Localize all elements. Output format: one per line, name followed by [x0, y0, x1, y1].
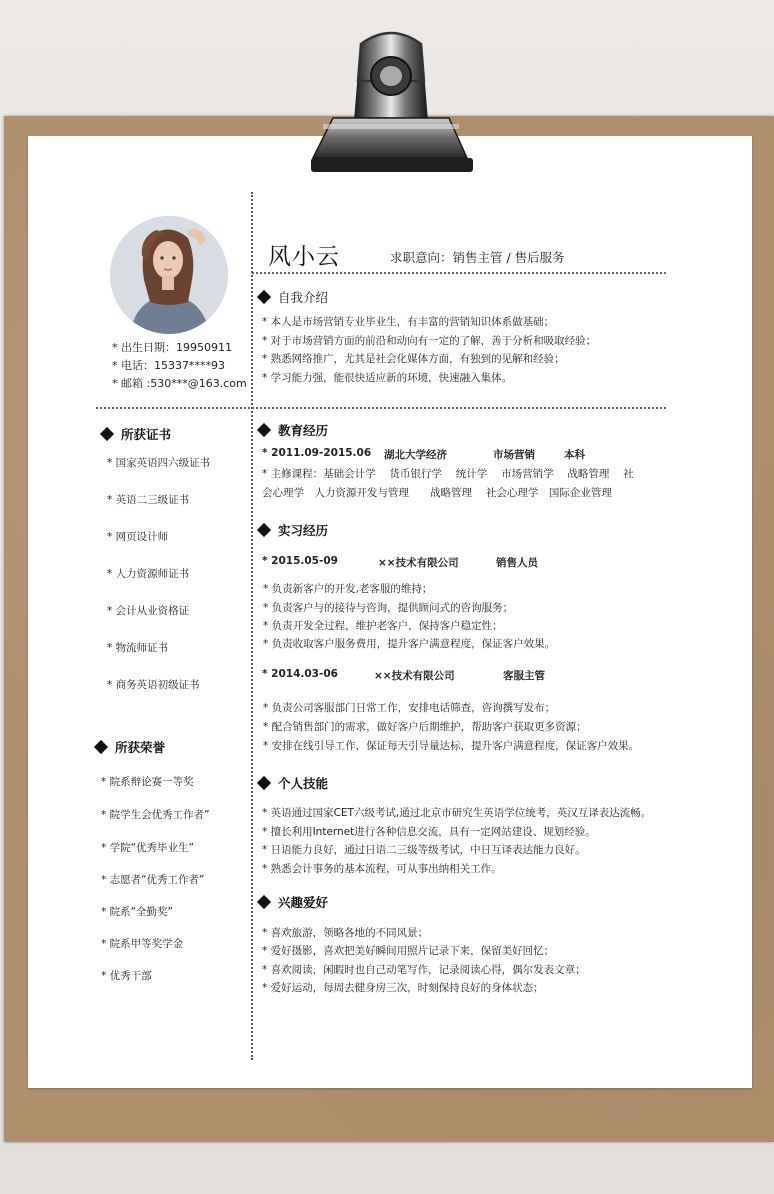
intro-line: * 本人是市场营销专业毕业生，有丰富的营销知识体系做基础； [262, 316, 555, 328]
job-role: 客服主管 [503, 670, 545, 682]
list-item: * 国家英语四六级证书 [107, 457, 211, 469]
intro-title: 自我介绍 [278, 290, 329, 305]
hobby-line: * 爱好运动，每周去健身房三次，时刻保持良好的身体状态； [262, 982, 544, 994]
list-item: * 人力资源师证书 [107, 568, 190, 580]
hobby-line: * 喜欢阅读，闲暇时也自己动笔写作，记录阅读心得，偶尔发表文章； [262, 964, 586, 976]
job-role: 销售人员 [496, 557, 538, 569]
hobby-line: * 喜欢旅游，领略各地的不同风景； [262, 927, 429, 939]
diamond-icon [257, 776, 271, 790]
skill-line: * 熟悉会计事务的基本流程，可从事出纳相关工作。 [262, 863, 502, 875]
list-item: * 英语二三级证书 [107, 494, 190, 506]
phone-number: * 电话：15337****93 [112, 359, 225, 372]
hobby-title: 兴趣爱好 [278, 895, 329, 910]
certs-heading [102, 425, 171, 443]
edu-major: 市场营销 [493, 449, 535, 461]
edu-title: 教育经历 [278, 423, 329, 438]
edu-heading [259, 421, 328, 439]
job-duty: * 负责客户与的接待与咨询，提供顾问式的咨询服务； [263, 602, 514, 614]
list-item: * 网页设计师 [107, 531, 169, 543]
job-duty: * 安排在线引导工作，保证每天引导量达标，提升客户满意程度，保证客户效果。 [263, 740, 640, 752]
job-duty: * 负责公司客服部门日常工作，安排电话筛查，咨询撰写发布； [263, 702, 556, 714]
diamond-icon [257, 290, 271, 304]
job-intent: 求职意向：销售主管 / 售后服务 [390, 250, 565, 265]
email-address: * 邮箱 :530***@163.com [112, 377, 247, 390]
hobby-line: * 爱好摄影，喜欢把美好瞬间用照片记录下来，保留美好回忆； [262, 945, 555, 957]
header-divider [252, 272, 666, 274]
section-divider [96, 407, 666, 409]
honors-title: 所获荣誉 [115, 740, 166, 755]
contact-info [112, 339, 247, 393]
diamond-icon [257, 523, 271, 537]
job-period: * 2014.03-06 [262, 668, 338, 680]
edu-degree: 本科 [564, 449, 585, 461]
work-heading [259, 521, 328, 539]
intro-line: * 学习能力强，能很快适应新的环境，快速融入集体。 [262, 372, 513, 384]
list-item: * 优秀干部 [101, 970, 152, 982]
list-item: * 物流师证书 [107, 642, 169, 654]
list-item: * 院系“全勤奖” [101, 906, 173, 918]
job-company: ××技术有限公司 [378, 557, 459, 569]
job-company: ××技术有限公司 [374, 670, 455, 682]
job-duty: * 负责新客户的开发,老客服的维持； [263, 583, 433, 595]
certs-title: 所获证书 [121, 427, 172, 442]
skill-line: * 日语能力良好，通过日语二三级等级考试，中日互译表达能力良好。 [262, 844, 586, 856]
edu-school: 湖北大学经济 [384, 449, 447, 461]
list-item: * 商务英语初级证书 [107, 679, 200, 691]
intro-heading [259, 288, 328, 306]
work-title: 实习经历 [278, 523, 329, 538]
profile-photo [110, 216, 228, 334]
intro-line: * 对于市场营销方面的前沿和动向有一定的了解，善于分析和吸取经验； [262, 335, 597, 347]
birth-date: * 出生日期：19950911 [112, 341, 232, 354]
diamond-icon [257, 895, 271, 909]
vertical-divider [251, 192, 253, 1060]
intro-line: * 熟悉网络推广，尤其是社会化媒体方面，有独到的见解和经验； [262, 353, 565, 365]
skills-heading [259, 774, 328, 792]
hobby-heading [259, 893, 328, 911]
list-item: * 志愿者“优秀工作者” [101, 874, 205, 886]
diamond-icon [94, 740, 108, 754]
edu-period: * 2011.09-2015.06 [262, 447, 372, 459]
list-item: * 学院“优秀毕业生” [101, 842, 194, 854]
diamond-icon [257, 423, 271, 437]
binder-clip-icon [303, 26, 478, 176]
list-item: * 院系甲等奖学金 [101, 938, 184, 950]
skills-title: 个人技能 [278, 776, 329, 791]
candidate-name: 风小云 [268, 244, 340, 270]
skill-line: * 英语通过国家CET六级考试,通过北京市研究生英语学位统考，英汉互译表达流畅。 [262, 807, 652, 819]
job-duty: * 负责收取客户服务费用，提升客户满意程度，保证客户效果。 [263, 638, 556, 650]
skill-line: * 擅长利用Internet进行各种信息交流，具有一定网站建设、规划经验。 [262, 826, 596, 838]
list-item: * 院系辩论赛一等奖 [101, 776, 194, 788]
edu-courses: * 主修课程：基础会计学 货币银行学 统计学 市场营销学 战略管理 社 [262, 468, 634, 480]
diamond-icon [100, 427, 114, 441]
job-period: * 2015.05-09 [262, 555, 338, 567]
job-duty: * 负责开发全过程，维护老客户，保持客户稳定性； [263, 620, 503, 632]
job-duty: * 配合销售部门的需求，做好客户后期维护，帮助客户获取更多资源； [263, 721, 587, 733]
list-item: * 院学生会优秀工作者” [101, 809, 210, 821]
honors-heading [96, 738, 165, 756]
list-item: * 会计从业资格证 [107, 605, 190, 617]
edu-courses-cont: 会心理学 人力资源开发与管理 战略管理 社会心理学 国际企业管理 [262, 487, 612, 499]
